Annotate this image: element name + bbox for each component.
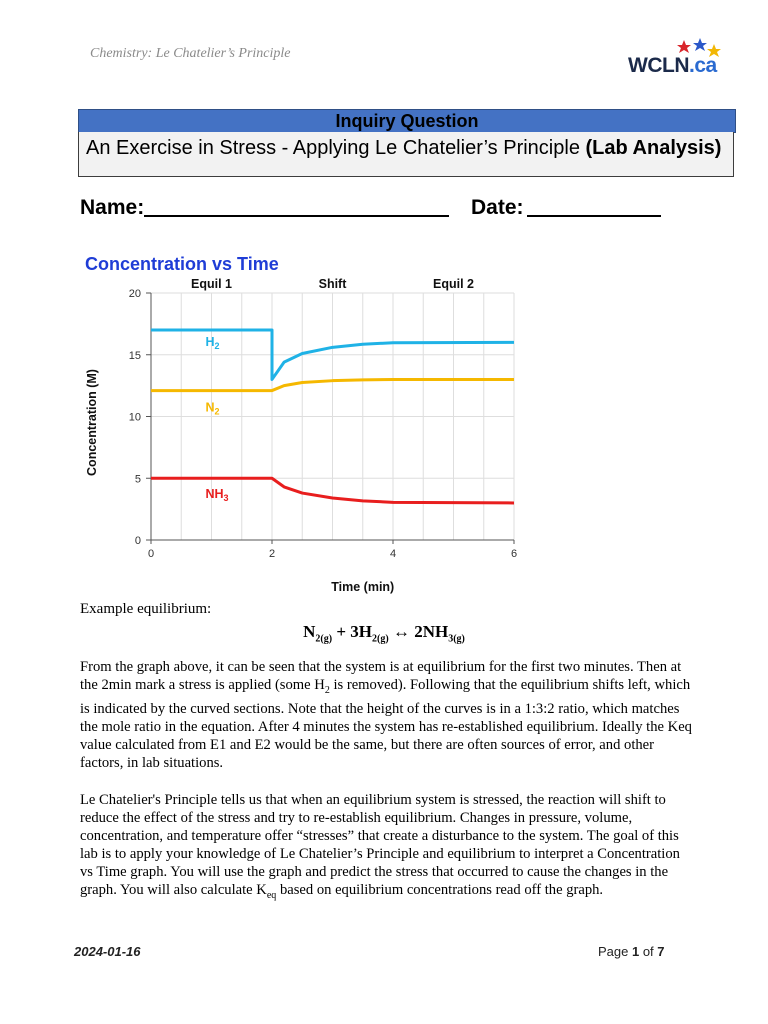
x-tick-label: 6 xyxy=(510,548,518,560)
example-label: Example equilibrium: xyxy=(80,601,212,617)
y-tick-label: 15 xyxy=(128,349,141,362)
chart-title: Concentration vs Time xyxy=(85,254,279,274)
inquiry-banner: Inquiry Question xyxy=(78,109,736,133)
y-tick-label: 20 xyxy=(128,288,141,300)
y-tick-label: 10 xyxy=(128,411,141,424)
phase-label: Shift xyxy=(318,277,347,291)
name-field[interactable] xyxy=(144,215,449,217)
chart-labels xyxy=(85,277,474,594)
page-number: Page 1 of 7 xyxy=(598,944,665,959)
lab-subtitle: An Exercise in Stress - Applying Le Chatelier’s Principle (Lab Analysis) xyxy=(78,132,734,177)
x-tick-label: 0 xyxy=(147,548,155,560)
footer-date: 2024-01-16 xyxy=(74,944,141,959)
series-label-n2: $N_2$ xyxy=(205,400,220,417)
phase-label: Equil 1 xyxy=(191,277,232,291)
phase-label: Equil 2 xyxy=(433,277,474,291)
paragraph-graph-explanation: From the graph above, it can be seen that the system is at equilibrium for the first two minutes. Then at the 2min mark a stress is applied (some $H_2$ is removed). Following that the equilibrium shifts left, which is indicated by the curved sections. Note that the height of the curves is in a 1:3:2 ratio, which matches the mole ratio in the equation. After 4 minutes the system has re-established equilibrium. Ideally the Keq value calculated from E1 and E2 would be the same, but there are often sources of error, and other factors, in lab situations. xyxy=(80,659,692,771)
course-title: Chemistry: Le Chatelier’s Principle xyxy=(90,46,291,61)
x-tick-label: 2 xyxy=(268,548,276,560)
y-axis-label: Concentration (M) xyxy=(85,369,99,476)
wcln-logo xyxy=(628,36,738,80)
y-tick-label: 0 xyxy=(134,535,141,547)
name-label: Name: xyxy=(80,196,145,219)
x-tick-label: 4 xyxy=(389,548,397,560)
series-label-h2: $H_2$ xyxy=(205,335,220,352)
paragraph-le-chatelier: Le Chatelier's Principle tells us that when an equilibrium system is stressed, the reaction will shift to reduce the effect of the stress and try to re-establish equilibrium. Changes in pressure, volume, concentration, and temperature offer “stresses” that create a disturbance to the system. The goal of this lab is to apply your knowledge of Le Chatelier’s Principle and equilibrium to interpret a Concentration vs Time graph. You will use the graph and predict the stress that occurred to cause the changes in the graph. You will also calculate $K_{eq}$ based on equilibrium concentrations read off the graph. xyxy=(80,792,680,901)
equilibrium-equation: $N_{2(g)} + 3H_{2(g)}$ ↔ $2NH_{3(g)}$ xyxy=(303,622,465,645)
series-label-nh3: $NH_3$ xyxy=(205,487,229,504)
concentration-chart xyxy=(78,248,538,600)
logo-text: WCLN.ca xyxy=(628,54,717,77)
date-label: Date: xyxy=(471,196,524,219)
y-tick-label: 5 xyxy=(134,473,141,486)
x-axis-label: Time (min) xyxy=(331,580,395,594)
date-field[interactable] xyxy=(527,215,661,217)
